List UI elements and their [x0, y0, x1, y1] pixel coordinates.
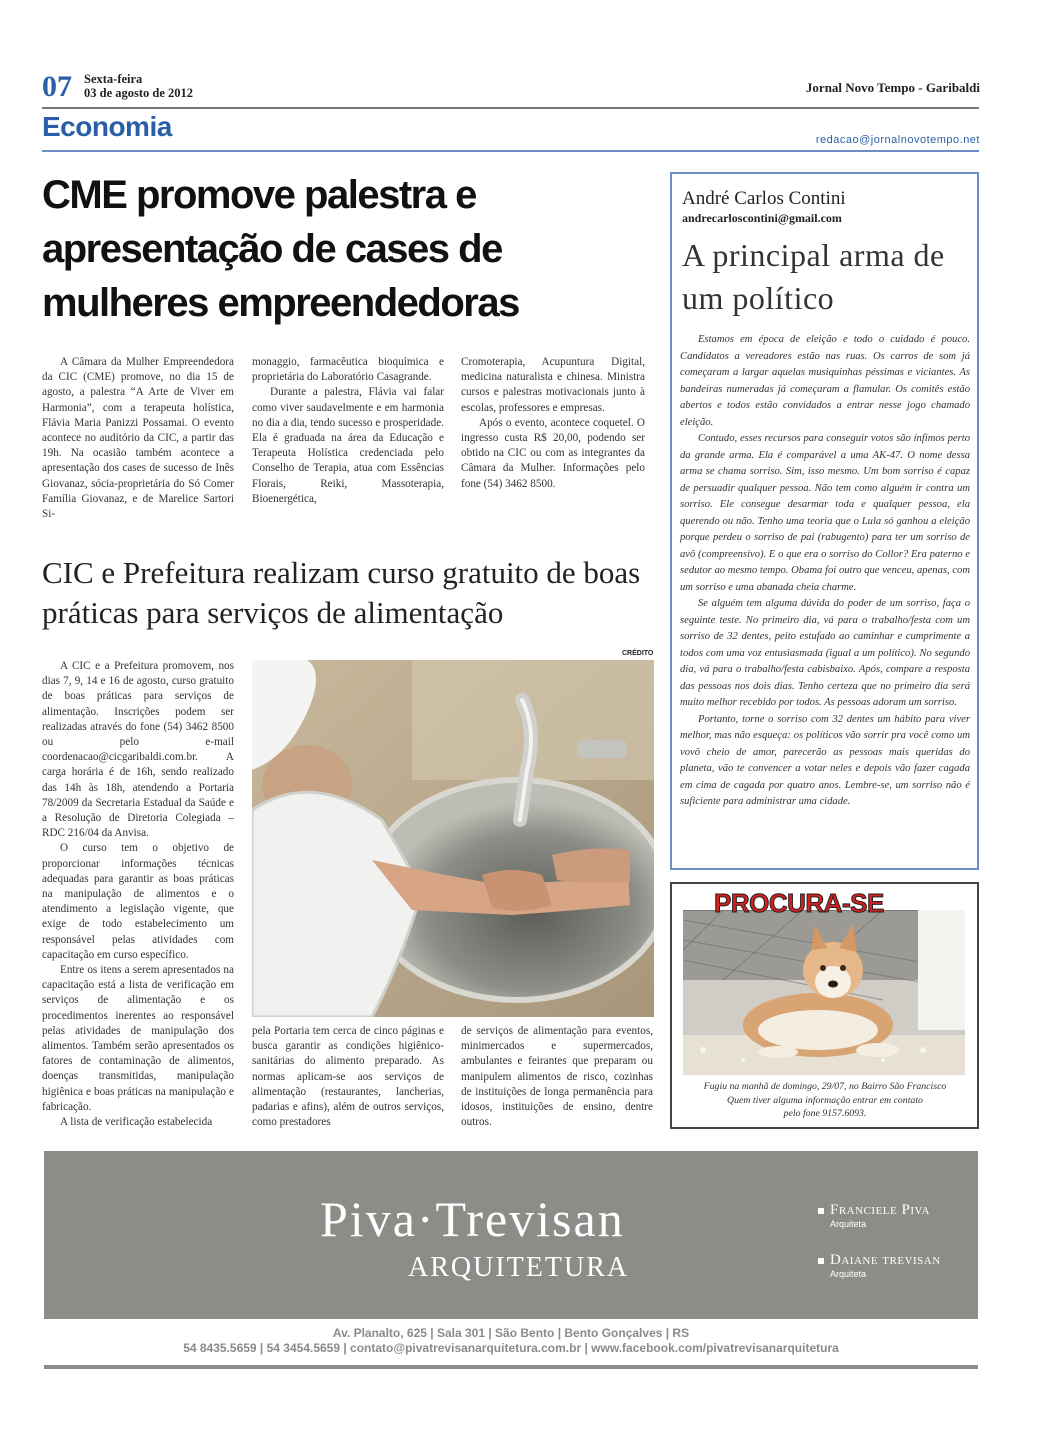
weekday: Sexta-feira: [84, 72, 143, 86]
issue-date: [84, 72, 193, 100]
article2-headline: CIC e Prefeitura realizam curso gratuito de boas práticas para serviços de alimentação: [42, 555, 641, 630]
page-number: 07: [42, 70, 72, 103]
article2-paragraph: Entre os itens a serem apresentados na capacitação está a lista de verificação em serviços de alimentação e os procedimentos inerentes ao responsável pelas atividades de manipulação dos alimentos. Também serão apresentados os fatores de contaminação de alimentos, doenças transmitidas, manipulação higiênica e boas práticas na manipulação e fabricação.: [42, 964, 234, 1113]
article2-column-3: [461, 1024, 653, 1130]
article1-paragraph: monaggio, farmacêutica bioquímica e proprietária do Laboratório Casagrande.: [252, 356, 444, 384]
article1-paragraph: Após o evento, acontece coquetel. O ingresso custa R$ 20,00, podendo ser obtido na CIC ou com as integrantes da Câmara da Mulher. Informações pelo fone (54) 3462 8500.: [461, 416, 645, 490]
article2-paragraph: de serviços de alimentação para eventos, minimercados e supermercados, ambulantes e feirantes que preparam ou manipulem alimentos de risco, cozinhas de instituições de longa permanência para idosos, instituições de ensino, dentre outros.: [461, 1025, 653, 1129]
wanted-caption-line: Fugiu na manhã de domingo, 29/07, no Bairro São Francisco: [703, 1081, 947, 1092]
article1-paragraph: Cromoterapia, Acupuntura Digital, medicina naturalista e chinesa. Ministra cursos e palestras motivacionais junto à escolas, professores e empresas.: [461, 356, 645, 414]
article1-column-1: [42, 355, 234, 522]
wanted-caption: [680, 1080, 970, 1121]
opinion-title: A principal arma de um político: [682, 237, 945, 316]
ad-partner-role: Arquiteta: [830, 1219, 867, 1229]
article1-paragraph: Durante a palestra, Flávia vai falar como viver saudavelmente e em harmonia no dia a dia, tendo sucesso e prosperidade. Ela é graduada na área da Educação e Terapeuta Holística credenciada pelo Conselho de Terapia, atua com Essências Florais, Reiki, Massoterapia, Bioenergética,: [252, 386, 444, 505]
dog-photo: [683, 910, 965, 1075]
opinion-paragraph: Se alguém tem alguma dúvida do poder de um sorriso, faça o seguinte teste. No primeiro dia, vá para o trabalho/festa com um sorriso de 32 dentes, peito estufado ao caminhar e cumprimente a todos com uma voz entusiasmada (igual a um político). No segundo dia, vá para o trabalho/festa cabisbaixo. Após, compare a resposta das pessoas nos dois dias. Tenho certeza que no primeiro dia será muito melhor recebido por todos. As pessoas adoram um sorriso.: [680, 598, 970, 708]
header-rule: [42, 107, 979, 109]
newsroom-email: redacao@jornalnovotempo.net: [815, 134, 980, 146]
article2-paragraph: pela Portaria tem cerca de cinco páginas e busca garantir as condições higiênico-sanitárias do alimento preparado. As normas aplicam-se aos serviços de alimentação (restaurantes, lancherias, padarias e afins), além de outros serviços, como prestadores: [252, 1025, 444, 1129]
opinion-author-email: andrecarloscontini@gmail.com: [682, 211, 842, 225]
ad-contact: 54 8435.5659 | 54 3454.5659 | contato@pivatrevisanarquitetura.com.br | www.facebook.com/pivatrevisanarquitetura: [183, 1341, 839, 1355]
article1-headline: CME promove palestra e apresentação de cases de mulheres empreendedoras: [42, 173, 519, 325]
article2-column-2: [252, 1024, 444, 1130]
wanted-caption-line: Quem tiver alguma informação entrar em contato: [727, 1094, 923, 1106]
handwashing-photo: [252, 660, 654, 1017]
ad-partner-1: [818, 1202, 930, 1229]
ad-partner-name: Daiane trevisan: [830, 1252, 941, 1268]
opinion-paragraph: Portanto, torne o sorriso com 32 dentes um hábito para viver melhor, mas não esqueça: os políticos vão sorrir pra você como um vovô cheio de amor, parecerão as pessoas mais queridas do planeta, vão te convencer a votar neles e depois vão fazer cagada em cima de cagada por quatro anos. Lembre-se, um sorriso não é suficiente para administrar uma cidade.: [680, 713, 970, 807]
bullet-icon: [818, 1208, 824, 1214]
date: 03 de agosto de 2012: [84, 86, 194, 100]
ad-logo: Piva·Trevisan: [320, 1191, 625, 1247]
newspaper-name: Jornal Novo Tempo - Garibaldi: [805, 80, 980, 95]
opinion-body: [680, 332, 970, 811]
opinion-paragraph: Estamos em época de eleição e todo o cuidado é pouco. Candidatos a vereadores estão nas ruas. Os carros de som já começaram a largar aquelas musiquinhas péssimas e viciantes. As bandeiras numeradas já começaram a flamular. Os comitês estão abertos e todos estão convidados a entrar nesse jogo chamado eleição.: [680, 334, 970, 428]
article2-column-1: [42, 659, 234, 1130]
ad-partner-2: [818, 1252, 941, 1279]
article2-paragraph: O curso tem o objetivo de proporcionar informações técnicas adequadas para garantir as boas práticas na manipulação de alimentos e o atendimento a legislação vigente, que exige de todo estabelecimento um responsável pelas atividades com capacitação em curso específico.: [42, 842, 234, 961]
bullet-icon: [818, 1258, 824, 1264]
wanted-caption-line: pelo fone 9157.6093.: [783, 1108, 867, 1119]
ad-subtitle: ARQUITETURA: [408, 1252, 630, 1283]
ad-address: Av. Planalto, 625 | Sala 301 | São Bento | Bento Gonçalves | RS: [332, 1326, 690, 1340]
opinion-author: André Carlos Contini: [682, 188, 846, 209]
article2-paragraph: A lista de verificação estabelecida: [60, 1116, 213, 1129]
wanted-title: PROCURA-SE: [714, 888, 884, 918]
article2-paragraph: A CIC e a Prefeitura promovem, nos dias 7, 9, 14 e 16 de agosto, curso gratuito de boas práticas para serviços de alimentação. Inscrições podem ser realizadas através do fone (54) 3462 8500 ou pelo e-mail coordenacao@cicgaribaldi.com.br. A carga horária é de 16h, sendo realizado das 14h às 18h, atendendo a Portaria 78/2009 da Secretaria Estadual da Saúde e a Resolução de Diretoria Colegiada – RDC 216/04 da Anvisa.: [42, 660, 234, 840]
article1-column-3: [461, 355, 645, 492]
opinion-paragraph: Contudo, esses recursos para conseguir votos são ínfimos perto da grande arma. Ela é comparável a uma AK-47. O nome dessa arma se chama sorriso. Sim, isso mesmo. Um bom sorriso é capaz de persuadir qualquer pessoa. Não tem como alguém ir contra um sorriso. Ele consegue desarmar toda e qualquer pessoa, ela querendo ou não. Tenho uma teoria que o Lula só ganhou a eleição porque perdeu o sorriso de pai (rabugento) para ter um sorriso de avô (compreensivo). E o que era o sorriso do Collor? Era paterno e sedutor ao mesmo tempo. Obama foi outro que venceu, apenas, com um sorriso e uma abanada cheia charme.: [680, 433, 970, 593]
section-title: Economia: [42, 111, 172, 142]
section-rule: [42, 150, 979, 152]
ad-partner-role: Arquiteta: [830, 1269, 867, 1279]
article1-paragraph: A Câmara da Mulher Empreendedora da CIC (CME) promove, no dia 15 de agosto, a palestra “A Arte de Viver em Harmonia”, com a terapeuta holística, Flávia Maria Panizzi Possamai. O evento acontece no auditório da CIC, a partir das 19h. Na ocasião também acontece a apresentação dos cases de sucesso de Inês Giovanaz, sócia-proprietária do Só Comer Família Giovanaz, e de Marelice Sartori Si-: [42, 356, 234, 521]
article1-column-2: [252, 355, 444, 507]
ad-partner-name: Franciele Piva: [830, 1202, 930, 1218]
photo-credit: CRÉDITO: [622, 650, 654, 657]
